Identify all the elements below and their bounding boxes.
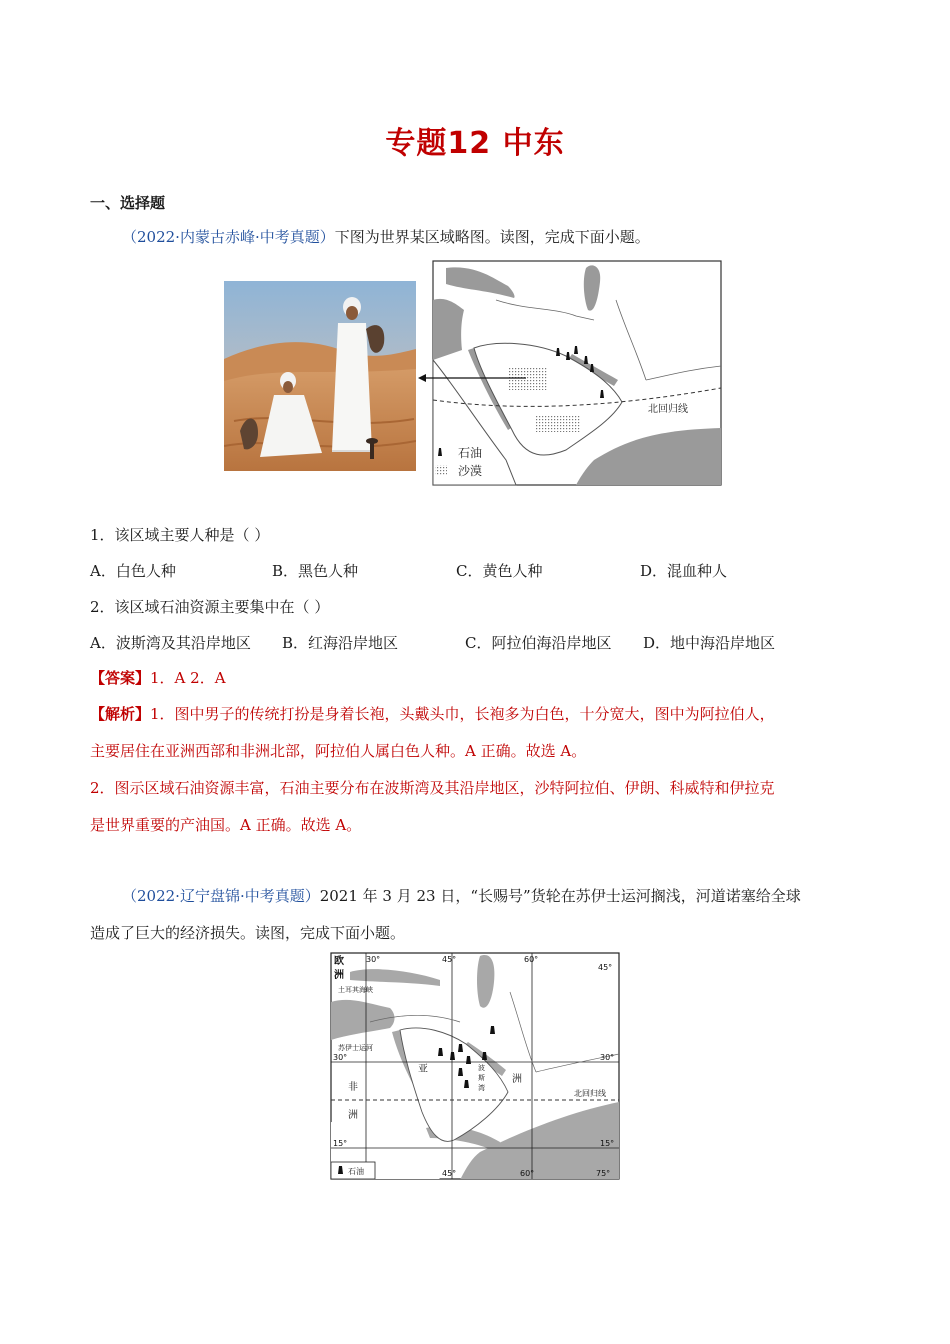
answer-line	[90, 667, 226, 688]
q1-option-d: D．混血种人	[640, 562, 728, 580]
answer-tag: 【答案】	[90, 669, 151, 687]
q2-option-a: A．波斯湾及其沿岸地区	[90, 634, 251, 652]
map2-lon-45-top: 45°	[442, 955, 457, 964]
q1-option-b: B．黑色人种	[272, 562, 359, 580]
legend-desert: 沙漠	[458, 464, 483, 478]
desert-icon	[435, 465, 447, 475]
map2-asia-1: 亚	[418, 1064, 428, 1075]
arab-men-photo	[224, 281, 416, 471]
group2-intro	[122, 885, 801, 906]
analysis-tag: 【解析】	[90, 705, 151, 723]
map2-europe-1: 欧	[334, 956, 344, 967]
group1-stem: 下图为世界某区域略图。读图，完成下面小题。	[334, 228, 650, 246]
page-title: 专题12 中东	[385, 126, 565, 161]
map2-lat-45-right: 45°	[598, 963, 613, 972]
analysis-line-3: 2．图示区域石油资源丰富，石油主要分布在波斯湾及其沿岸地区，沙特阿拉伯、伊朗、科威特和伊拉克	[90, 779, 775, 797]
group2-source: （2022·辽宁盘锦·中考真题）	[122, 887, 320, 905]
map2-lat-15-right: 15°	[600, 1139, 615, 1148]
analysis-line-4: 是世界重要的产油国。A 正确。故选 A。	[90, 816, 362, 834]
section-heading: 一、选择题	[90, 194, 166, 212]
map2-gulf-1: 波	[478, 1064, 485, 1072]
q2-stem: 2．该区域石油资源主要集中在（ ）	[90, 598, 330, 616]
q1-option-a: A．白色人种	[90, 562, 176, 580]
q1-stem: 1．该区域主要人种是（ ）	[90, 526, 270, 544]
analysis-line-1: 【解析】1．图中男子的传统打扮是身着长袍，头戴头巾，长袍多为白色，十分宽大，图中为阿拉伯人，	[90, 705, 775, 723]
answer-text: 1．A 2．A	[150, 669, 226, 687]
q1-option-c: C．黄色人种	[456, 562, 543, 580]
map2-tropic: 北回归线	[574, 1089, 606, 1098]
q2-option-c: C．阿拉伯海沿岸地区	[465, 634, 612, 652]
group1-source: （2022·内蒙古赤峰·中考真题）	[122, 228, 335, 246]
map2-canal: 苏伊士运河	[338, 1044, 373, 1052]
region-map-1	[416, 260, 723, 487]
q2-option-b: B．红海沿岸地区	[282, 634, 399, 652]
map2-gulf-2: 斯	[478, 1074, 485, 1082]
legend-oil: 石油	[458, 446, 483, 460]
group2-stem-2: 造成了巨大的经济损失。读图，完成下面小题。	[90, 924, 406, 942]
map2-europe-2: 洲	[334, 970, 344, 981]
map2-lon-60-top: 60°	[524, 955, 539, 964]
analysis-line-2: 主要居住在亚洲西部和非洲北部，阿拉伯人属白色人种。A 正确。故选 A。	[90, 742, 587, 760]
map2-africa-1: 非	[348, 1082, 358, 1093]
group2-stem-1: 2021 年 3 月 23 日，“长赐号”货轮在苏伊士运河搁浅，河道诺塞给全球	[319, 887, 801, 905]
region-map-2	[330, 952, 620, 1180]
map2-lon-75-bottom: 75°	[596, 1169, 611, 1178]
map2-lat-30-left: 30°	[333, 1053, 348, 1062]
map2-lon-45-bottom: 45°	[442, 1169, 457, 1178]
tropic-label: 北回归线	[648, 404, 688, 415]
group1-intro	[122, 226, 650, 247]
map2-lat-15-left: 15°	[333, 1139, 348, 1148]
map2-lat-30-right: 30°	[600, 1053, 615, 1062]
map2-lon-30-top: 30°	[366, 955, 381, 964]
map2-asia-2: 洲	[512, 1074, 522, 1085]
q2-option-d: D．地中海沿岸地区	[643, 634, 776, 652]
map2-africa-2: 洲	[348, 1110, 358, 1121]
map2-legend-oil: 石油	[348, 1167, 364, 1176]
map2-lon-60-bottom: 60°	[520, 1169, 535, 1178]
map2-strait: 土耳其海峡	[338, 986, 373, 994]
map2-gulf-3: 湾	[478, 1084, 485, 1092]
